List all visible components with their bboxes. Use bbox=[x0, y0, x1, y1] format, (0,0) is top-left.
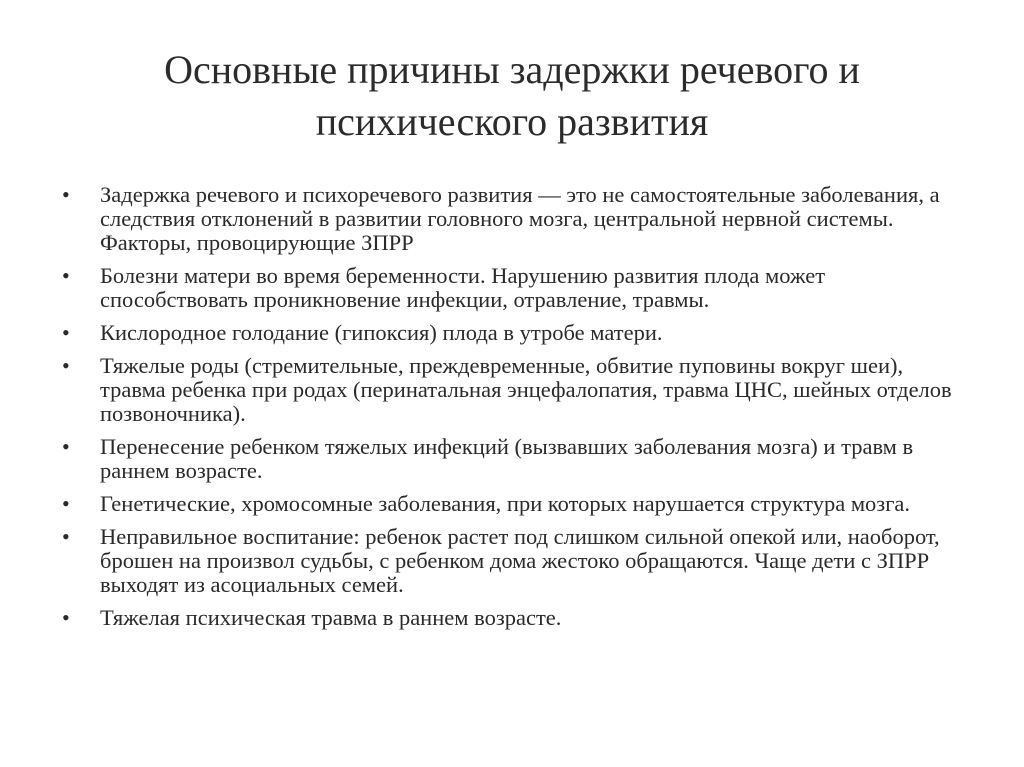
bullet-text: Кислородное голодание (гипоксия) плода в утробе матери. bbox=[100, 320, 663, 345]
bullet-text: Генетические, хромосомные заболевания, при которых нарушается структура мозга. bbox=[100, 491, 911, 516]
bullet-dot: • bbox=[62, 434, 70, 459]
slide-title: Основные причины задержки речевого и психического развития bbox=[164, 47, 860, 144]
bullet-dot: • bbox=[62, 353, 70, 378]
bullet-list bbox=[60, 183, 970, 639]
bullet-dot: • bbox=[62, 491, 70, 516]
bullet-dot: • bbox=[62, 605, 70, 630]
bullet-item bbox=[60, 354, 970, 426]
bullet-text: Перенесение ребенком тяжелых инфекций (вызвавших заболевания мозга) и травм в раннем возрасте. bbox=[100, 434, 914, 483]
bullet-text: Тяжелые роды (стремительные, преждевременные, обвитие пуповины вокруг шеи), травма ребенка при родах (перинатальная энцефалопатия, травма ЦНС, шейных отделов позвоночника). bbox=[100, 353, 952, 426]
bullet-item bbox=[60, 321, 970, 345]
bullet-text: Задержка речевого и психоречевого развития — это не самостоятельные заболевания, а следствия отклонений в развитии головного мозга, центральной нервной системы. Факторы, провоцирующие ЗПРР bbox=[100, 182, 940, 255]
bullet-item bbox=[60, 606, 970, 630]
bullet-item bbox=[60, 183, 970, 255]
bullet-dot: • bbox=[62, 320, 70, 345]
bullet-item bbox=[60, 492, 970, 516]
bullet-dot: • bbox=[62, 524, 70, 549]
bullet-text: Тяжелая психическая травма в раннем возрасте. bbox=[100, 605, 562, 630]
bullet-dot: • bbox=[62, 182, 70, 207]
bullet-text: Болезни матери во время беременности. Нарушению развития плода может способствовать проникновение инфекции, отравление, травмы. bbox=[100, 263, 826, 312]
bullet-text: Неправильное воспитание: ребенок растет под слишком сильной опекой или, наоборот, брошен на произвол судьбы, с ребенком дома жестоко обращаются. Чаще дети с ЗПРР выходят из асоциальных семей. bbox=[100, 524, 940, 597]
bullet-dot: • bbox=[62, 263, 70, 288]
bullet-item bbox=[60, 525, 970, 597]
bullet-item bbox=[60, 264, 970, 312]
bullet-item bbox=[60, 435, 970, 483]
